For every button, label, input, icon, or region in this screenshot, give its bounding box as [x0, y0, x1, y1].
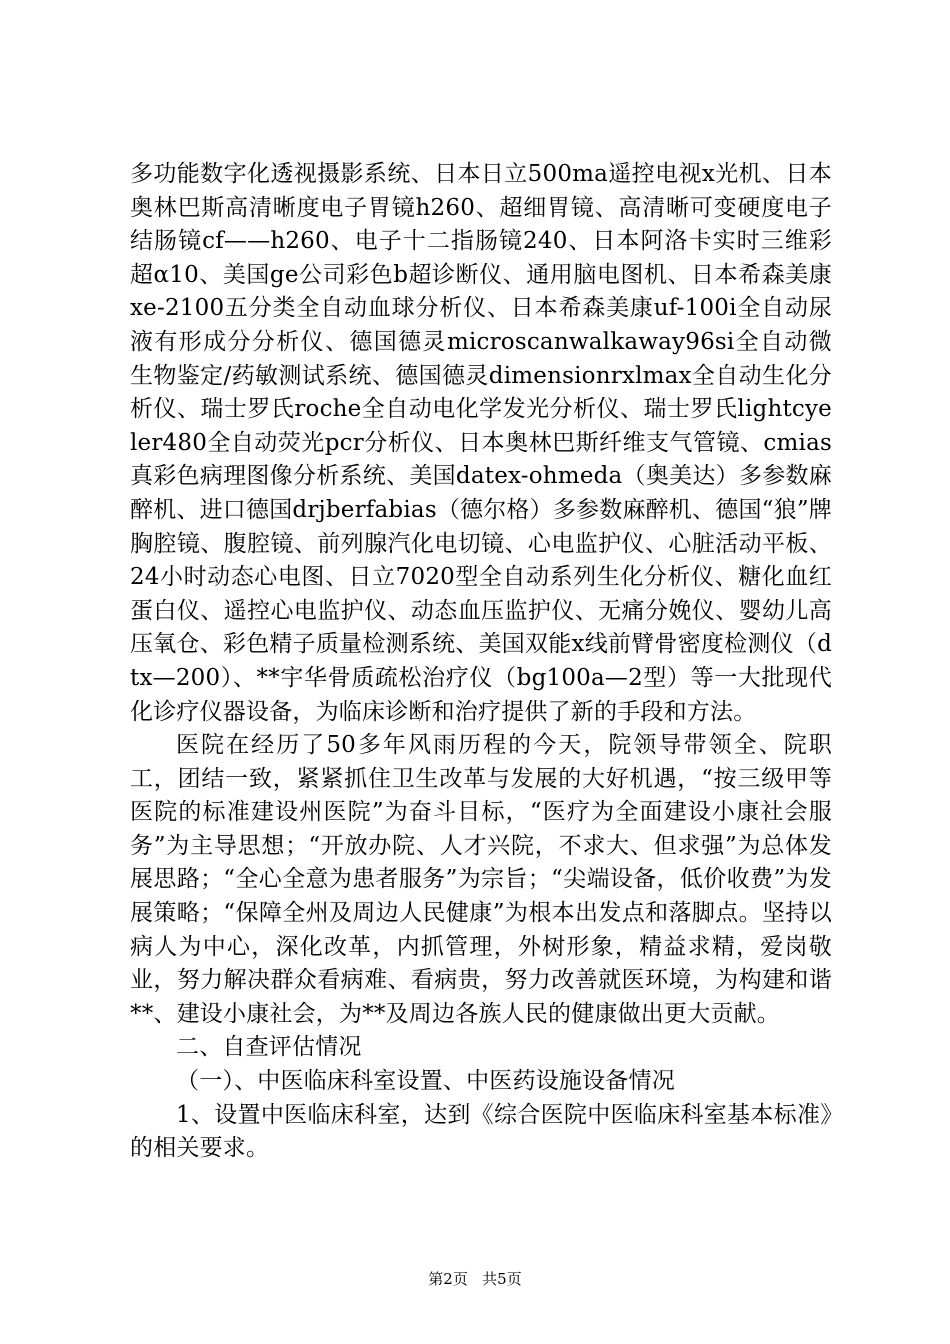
document-body — [130, 158, 832, 1166]
page-number: 第2页 — [428, 1270, 468, 1288]
page-footer — [0, 1269, 950, 1289]
subsection-heading: （一）、中医临床科室设置、中医药设施设备情况 — [176, 1068, 675, 1095]
item-1-paragraph: 1、设置中医临床科室，达到《综合医院中医临床科室基本标准》的相关要求。 — [130, 1101, 832, 1162]
equipment-paragraph: 多功能数字化透视摄影系统、日本日立500ma遥控电视x光机、日本奥林巴斯高清晰度电子胃镜h260、超细胃镜、高清晰可变硬度电子结肠镜cf——h260、电子十二指肠镜240、日本阿洛卡实时三维彩超α10、美国ge公司彩色b超诊断仪、通用脑电图机、日本希森美康xe-2100五分类全自动血球分析仪、日本希森美康uf-100i全自动尿液有形成分分析仪、德国德灵microscanwalkaway96si全自动微生物鉴定/药敏测试系统、德国德灵dimensionrxlmax全自动生化分析仪、瑞士罗氏roche全自动电化学发光分析仪、瑞士罗氏lightcyeler480全自动荧光pcr分析仪、日本奥林巴斯纤维支气管镜、cmias真彩色病理图像分析系统、美国datex-ohmeda（奥美达）多参数麻醉机、进口德国drjberfabias（德尔格）多参数麻醉机、德国“狼”牌胸腔镜、腹腔镜、前列腺汽化电切镜、心电监护仪、心脏活动平板、24小时动态心电图、日立7020型全自动系列生化分析仪、糖化血红蛋白仪、遥控心电监护仪、动态血压监护仪、无痛分娩仪、婴幼儿高压氧仓、彩色精子质量检测系统、美国双能x线前臂骨密度检测仪（dtx—200）、**宇华骨质疏松治疗仪（bg100a—2型）等一大批现代化诊疗仪器设备，为临床诊断和治疗提供了新的手段和方法。 — [130, 161, 832, 725]
section-heading: 二、自查评估情况 — [176, 1034, 362, 1061]
hospital-mission-paragraph: 医院在经历了50多年风雨历程的今天，院领导带领全、院职工，团结一致，紧紧抓住卫生改革与发展的大好机遇，“按三级甲等医院的标准建设州医院”为奋斗目标，“医疗为全面建设小康社会服务”为主导思想；“开放办院、人才兴院，不求大、但求强”为总体发展思路；“全心全意为患者服务”为宗旨；“尖端设备，低价收费”为发展策略；“保障全州及周边人民健康”为根本出发点和落脚点。坚持以病人为中心，深化改革，内抓管理，外树形象，精益求精，爱岗敬业，努力解决群众看病难、看病贵，努力改善就医环境，为构建和谐**、建设小康社会，为**及周边各族人民的健康做出更大贡献。 — [130, 732, 832, 1027]
footer-spacer — [473, 1270, 478, 1288]
page-total: 共5页 — [482, 1270, 522, 1288]
